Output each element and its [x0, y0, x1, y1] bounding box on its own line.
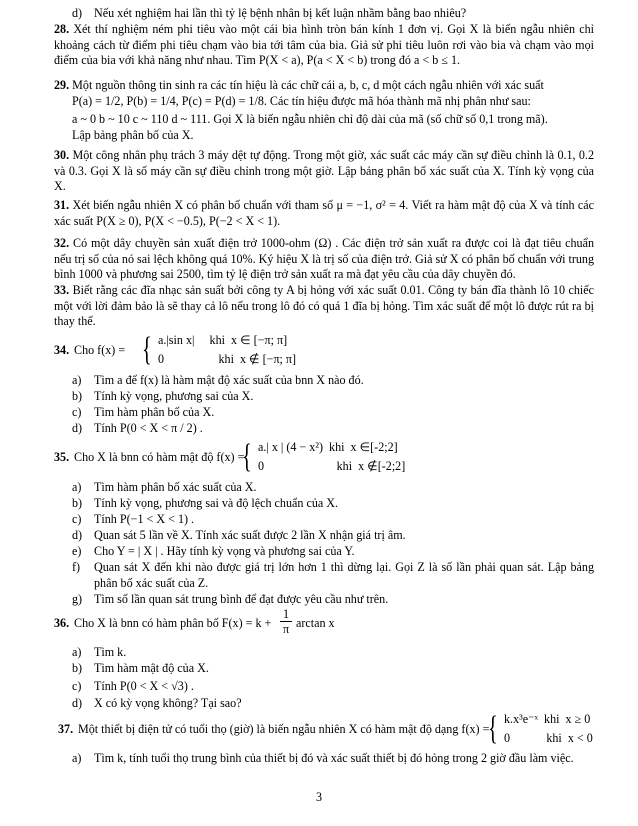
question-lead: Cho X là bnn có hàm mật độ f(x) =	[74, 450, 245, 464]
sub-text: Tìm số lần quan sát trung bình để đạt được yêu cầu như trên.	[94, 592, 389, 606]
question-number: 29.	[54, 78, 70, 92]
sub-text: Tìm a để f(x) là hàm mật độ xác suất của bnn X nào đó.	[94, 373, 364, 387]
case-2: 0 khi x ∉[-2;2]	[258, 459, 406, 473]
question-text-line2: P(a) = 1/2, P(b) = 1/4, P(c) = P(d) = 1/8. Các tín hiệu được mã hóa thành mã nhị phân như sau:	[72, 93, 531, 108]
sub-label: d)	[72, 421, 83, 435]
question-number: 33.	[54, 283, 70, 297]
sub-text: Tính kỳ vọng, phương sai của X.	[94, 389, 254, 403]
sub-text: Tìm hàm mật độ của X.	[94, 661, 209, 675]
brace-symbol: {	[488, 710, 498, 747]
question-lead: Cho X là bnn có hàm phân bố F(x) = k +	[74, 616, 272, 630]
question-36	[54, 608, 594, 642]
sub-label: a)	[72, 645, 82, 659]
question-text-line4: Lập bảng phân bố của X.	[72, 127, 194, 142]
question-text: Biết rằng các đĩa nhạc sản suất bởi công ty A bị hỏng với xác suất 0.01. Công ty bán đĩa thành lô 10 chiếc một với lời đảm bảo là sẽ thay cả lô nếu trong lô đó có quá 1 đĩa bị hỏng. Tìm xác suất để một lô được rút ra bị thay thế.	[54, 283, 594, 329]
question-number: 31.	[54, 198, 70, 212]
question-number: 34.	[54, 343, 70, 357]
case-1: k.x³e⁻ˣ khi x ≥ 0	[504, 712, 591, 726]
fraction-numerator: 1	[280, 608, 292, 622]
question-text: Xét biến ngẫu nhiên X có phân bố chuẩn với tham số μ = −1, σ² = 4. Viết ra hàm mật độ của X và tính các xác suất P(X ≥ 0), P(X < −0.5), P(−2 < X < 1).	[54, 198, 595, 228]
sub-label: f)	[72, 560, 81, 574]
sub-text: Tính kỳ vọng, phương sai và độ lệch chuẩn của X.	[94, 496, 339, 510]
question-number: 35.	[54, 450, 70, 464]
sub-label: b)	[72, 661, 83, 675]
sub-label: c)	[72, 679, 82, 693]
sub-label: a)	[72, 480, 82, 494]
case-2: 0 khi x ∉ [−π; π]	[158, 352, 297, 366]
sub-text: Nếu xét nghiệm hai lần thì tỷ lệ bệnh nhân bị kết luận nhầm bằng bao nhiêu?	[94, 6, 467, 20]
question-number: 30.	[54, 148, 70, 162]
fraction-denominator: π	[282, 622, 290, 636]
sub-text: Tính P(−1 < X < 1) .	[94, 512, 195, 526]
sub-text: Tìm k.	[94, 645, 127, 659]
brace-symbol: {	[142, 331, 152, 368]
sub-text: Quan sát X đến khi nào được giá trị lớn hơn 1 thì dừng lại. Gọi Z là số lần phải quan sát. Lập bảng phân bố xác suất của Z.	[94, 560, 594, 590]
question-text: Có một dây chuyền sản xuất điện trở 1000-ohm (Ω) . Các điện trở sản xuất ra được coi là đạt tiêu chuẩn nếu trị số của nó sai lệch không quá 10%. Ký hiệu X là trị số của điện trở. Giả sử X có phân bố chuẩn với trung bình 1000 và phương sai 2500, tìm tỷ lệ điện trở sản xuất ra mà đạt yêu cầu của dây chuyền đó.	[54, 236, 594, 282]
question-lead: Một thiết bị điện tử có tuổi thọ (giờ) là biến ngẫu nhiên X có hàm mật độ dạng f(x) =	[78, 722, 490, 736]
question-34	[54, 333, 594, 369]
sub-label: a)	[72, 751, 82, 765]
sub-label: a)	[72, 373, 82, 387]
sub-label: d)	[72, 696, 83, 710]
question-number: 36.	[54, 616, 70, 630]
sub-label: c)	[72, 512, 82, 526]
sub-label: c)	[72, 405, 82, 419]
sub-label: g)	[72, 592, 83, 606]
question-text: Xét thí nghiệm ném phi tiêu vào một cái bia hình tròn bán kính 1 đơn vị. Gọi X là biến ngẫu nhiên chỉ khoảng cách từ điểm phi tiêu chạm vào bia tới tâm của bia. Giả sử phi tiêu luôn rơi vào bia và chạm vào mọi điểm của bia với khả năng như nhau. Tìm P(X < a), P(a < X < b) trong đó a < b ≤ 1.	[54, 22, 594, 68]
question-29	[54, 78, 594, 143]
question-text-line3: a ~ 0 b ~ 10 c ~ 110 d ~ 111. Gọi X là biến ngẫu nhiên chỉ độ dài của mã (số chữ số 0,1 trong mã).	[72, 112, 548, 127]
sub-label: e)	[72, 544, 82, 558]
question-text-line1: Một nguồn thông tin sinh ra các tín hiệu là các chữ cái a, b, c, d một cách ngẫu nhiên với xác suất	[72, 78, 544, 92]
question-32	[54, 236, 594, 283]
sub-label: d)	[72, 6, 83, 20]
question-tail: arctan x	[296, 616, 335, 630]
question-lead: Cho f(x) =	[74, 343, 126, 357]
sub-text: Tìm hàm phân bố xác suất của X.	[94, 480, 257, 494]
question-37	[58, 712, 598, 748]
case-1: a.| x | (4 − x²) khi x ∈[-2;2]	[258, 440, 398, 454]
sub-label: b)	[72, 389, 83, 403]
sub-text: Cho Y = | X | . Hãy tính kỳ vọng và phương sai của Y.	[94, 544, 355, 558]
question-number: 28.	[54, 22, 70, 36]
sub-label: d)	[72, 528, 83, 542]
question-number: 32.	[54, 236, 70, 250]
sub-text: Quan sát 5 lần về X. Tính xác suất được 2 lần X nhận giá trị âm.	[94, 528, 406, 542]
sub-text: X có kỳ vọng không? Tại sao?	[94, 696, 242, 710]
sub-label: b)	[72, 496, 83, 510]
question-30	[54, 148, 594, 195]
page-number: 3	[315, 790, 323, 804]
brace-symbol: {	[242, 438, 252, 475]
question-31	[54, 198, 594, 229]
sub-text: Tính P(0 < X < √3) .	[94, 679, 194, 693]
question-number: 37.	[58, 722, 74, 736]
question-35	[54, 440, 594, 476]
sub-text: Tìm hàm phân bố của X.	[94, 405, 215, 419]
question-text: Một công nhân phụ trách 3 máy dệt tự động. Trong một giờ, xác suất các máy cần sự điều chỉnh là 0.1, 0.2 và 0.3. Gọi X là số máy cần sự điều chỉnh trong một giờ. Lập bảng phân bố xác suất của X. Tính kỳ vọng của X.	[54, 148, 594, 194]
case-1: a.|sin x| khi x ∈ [−π; π]	[158, 333, 288, 347]
question-33	[54, 283, 594, 330]
question-28	[54, 22, 594, 69]
case-2: 0 khi x < 0	[504, 731, 593, 745]
sub-text: Tính P(0 < X < π / 2) .	[94, 421, 203, 435]
sub-text: Tìm k, tính tuổi thọ trung bình của thiết bị đó và xác suất thiết bị đó hỏng trong 2 giờ đầu làm việc.	[94, 751, 574, 765]
